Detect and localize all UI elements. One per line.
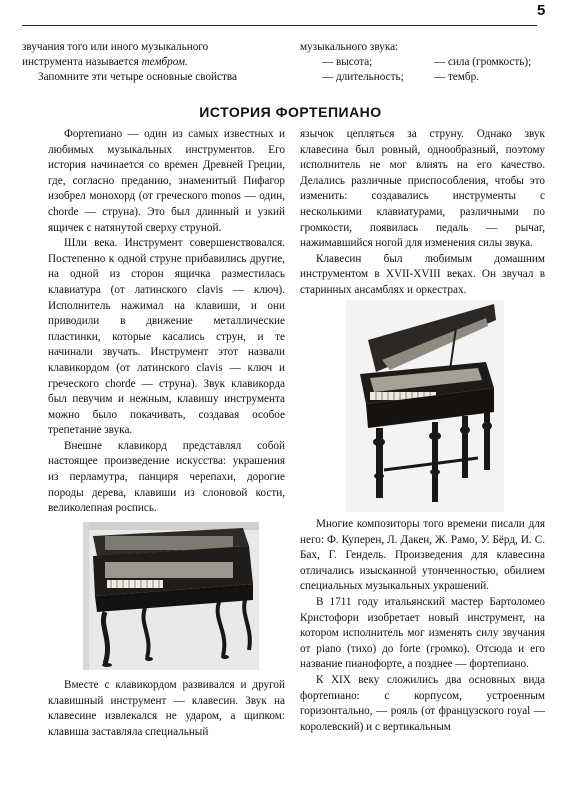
- props-row-2: [300, 70, 545, 85]
- right-column-top: [300, 127, 545, 299]
- top-left-line-2: инструмента называется тембром.: [22, 56, 188, 68]
- harpsichord-image: [346, 300, 504, 512]
- prop-timbre: — тембр.: [434, 71, 480, 83]
- paragraph-harpsichord-intro: Вместе с клавикордом развивался и другой клавишный инструмент — клавесин. Звук на клавесине извлекался не ударом, а щипком: клавиша заставляла специальный: [48, 679, 285, 738]
- top-rule: [22, 25, 537, 26]
- prop-volume: — сила (громкость);: [434, 56, 532, 68]
- top-right-text: [300, 40, 545, 85]
- harpsichord-photo: [346, 300, 504, 512]
- clavichord-image: [83, 522, 259, 670]
- prop-duration: — длительность;: [322, 71, 404, 83]
- paragraph-cristofori: В 1711 году итальянский мастер Бартоломео Кристофори изобретает новый инструмент, на котором исполнитель мог изменять силу звучания от piano (тихо) до forte (громко). Отсюда и его название пианофорте, а позднее — фортепиано.: [300, 595, 545, 671]
- prop-pitch: — высота;: [322, 56, 373, 68]
- props-row-1: [300, 55, 545, 70]
- top-left-line-1: звучания того или иного музыкального: [22, 41, 209, 53]
- props-intro: музыкального звука:: [300, 41, 399, 53]
- top-left-line-3: Запомните эти четыре основные свойства: [38, 71, 237, 83]
- section-heading: ИСТОРИЯ ФОРТЕПИАНО: [199, 104, 382, 120]
- left-column-bottom: [48, 678, 285, 740]
- paragraph-harpsichord-sound: язычок цепляться за струну. Однако звук клавесина был ровный, однообразный, поэтому исполнитель не мог влиять на его качество. Делались различные приспособления, чтобы это изменить: создавались инструменты с несколькими клавиатурами, различными по громкости, появилась педаль — рычаг, нажимавшийся ногой для изменения силы звука.: [300, 128, 545, 250]
- page-number: 5: [537, 2, 546, 19]
- paragraph-composers: Многие композиторы того времени писали для него: Ф. Куперен, Л. Дакен, Ж. Рамо, У. Бёрд, И. С. Бах, Г. Гендель. Произведения для клавесина отличались изысканной утонченностью, обилием специальных музыкальных украшений.: [300, 518, 545, 593]
- paragraph-monochord: Фортепиано — один из самых известных и любимых музыкальных инструментов. Его история начинается со времен Древней Греции, где, согласно преданию, знаменитый Пифагор изобрел монохорд (от греческого monos — один, chorde — струна). Это был длинный и узкий ящичек с натянутой сверху струной.: [48, 128, 285, 234]
- paragraph-decoration: Внешне клавикорд представлял собой настоящее произведение искусства: украшения из перламутра, панциря черепахи, дорогие породы дерева, клавиши из слоновой кости, великолепная роспись.: [48, 439, 285, 515]
- paragraph-clavichord: Шли века. Инструмент совершенствовался. Постепенно к одной струне прибавились другие, на одной из сторон ящичка разместилась клавиатура (от латинского clavis — ключ). Исполнитель нажимал на клавиши, и они приводили в движение металлические пластинки, которые касались струн, и те начинали звучать. Инструмент этот назвали клавикордом (от латинского clavis — ключ и греческого chorde — струна). Звук клавикорда был певучим и нежным, клавишу инструмента можно было покачивать, создавая особое трепетание звука.: [48, 237, 285, 437]
- left-column-top: [48, 127, 285, 517]
- paragraph-harpsichord-popular: Клавесин был любимым домашним инструментом в XVII-XVIII веках. Он звучал в старинных ансамблях и оркестрах.: [300, 252, 545, 296]
- timbre-term: тембром.: [141, 56, 188, 68]
- right-column-bottom: [300, 517, 545, 735]
- top-left-text: [22, 40, 280, 85]
- paragraph-piano-types: К XIX веку сложились два основных вида фортепиано: с корпусом, устроенным горизонтально, — рояль (от французского royal — королевский) и с вертикальным: [300, 673, 545, 733]
- clavichord-photo: [83, 522, 259, 670]
